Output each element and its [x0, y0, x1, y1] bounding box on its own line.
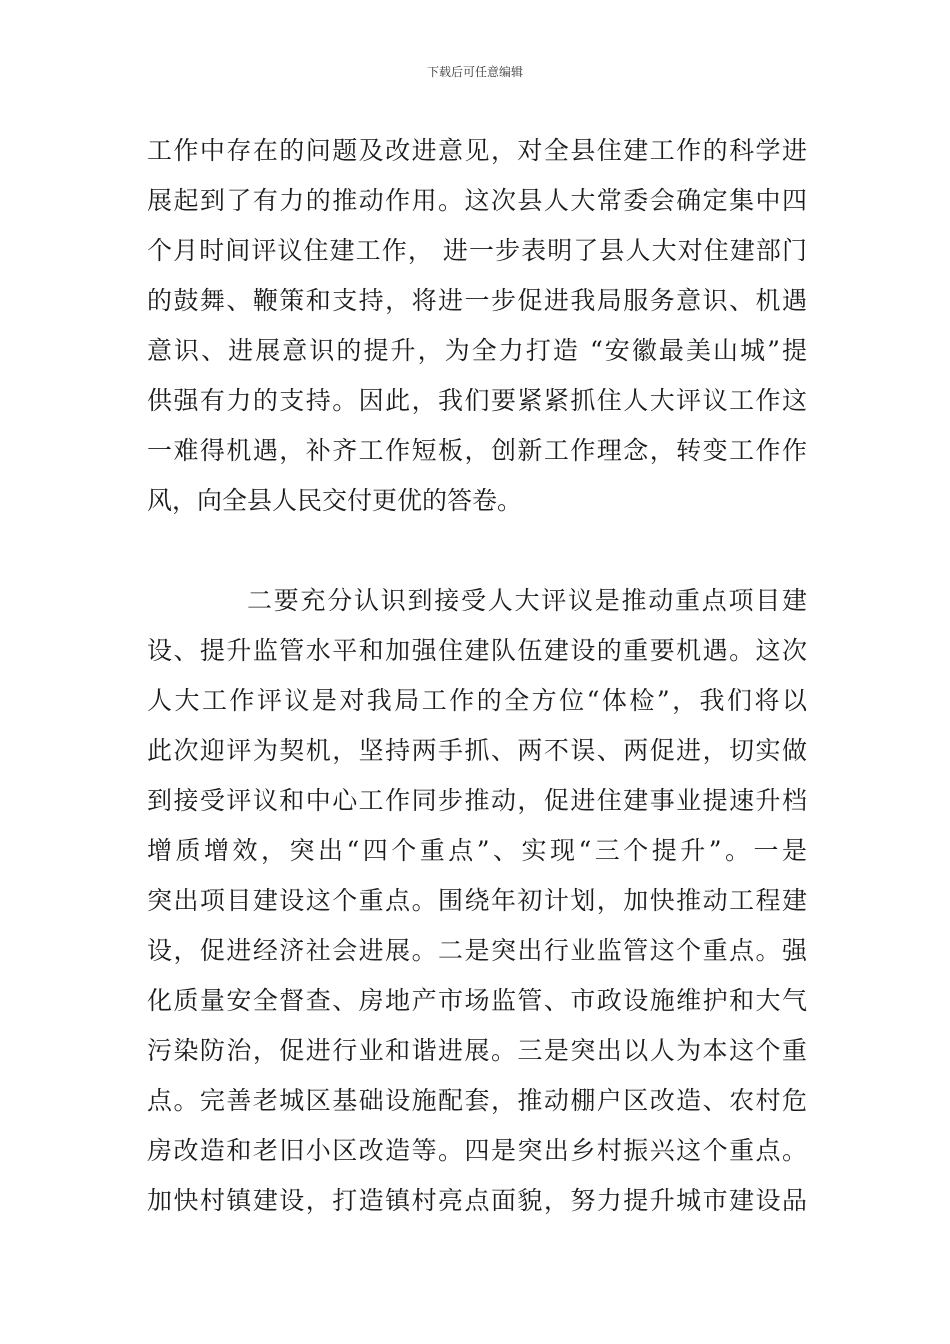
text-line: 房改造和老旧小区改造等。四是突出乡村振兴这个重点。: [147, 1136, 807, 1165]
text-line: 二要充分认识到接受人大评议是推动重点项目建: [247, 586, 807, 615]
text-line: 突出项目建设这个重点。围绕年初计划，加快推动工程建: [147, 886, 807, 915]
text-line: 污染防治，促进行业和谐进展。三是突出以人为本这个重: [147, 1036, 807, 1065]
text-line: 的鼓舞、鞭策和支持，将进一步促进我局服务意识、机遇: [147, 286, 807, 315]
text-line: 加快村镇建设，打造镇村亮点面貌，努力提升城市建设品: [147, 1186, 807, 1215]
text-line: 增质增效，突出“四个重点”、实现“三个提升”。一是: [147, 836, 807, 865]
page-header: 下载后可任意编辑: [426, 65, 523, 79]
text-line: 风，向全县人民交付更优的答卷。: [147, 486, 523, 515]
text-line: 点。完善老城区基础设施配套，推动棚户区改造、农村危: [147, 1086, 807, 1115]
text-line: 人大工作评议是对我局工作的全方位“体检”，我们将以: [147, 686, 807, 715]
text-line: 一难得机遇，补齐工作短板，创新工作理念，转变工作作: [147, 436, 807, 465]
text-line: 设，促进经济社会进展。二是突出行业监管这个重点。强: [147, 936, 807, 965]
text-line: 此次迎评为契机，坚持两手抓、两不误、两促进，切实做: [147, 736, 807, 765]
text-line: 意识、进展意识的提升，为全力打造 “安徽最美山城”提: [147, 336, 807, 365]
text-line: 化质量安全督查、房地产市场监管、市政设施维护和大气: [147, 986, 807, 1015]
text-line: 设、提升监管水平和加强住建队伍建设的重要机遇。这次: [147, 636, 807, 665]
text-line: 工作中存在的问题及改进意见，对全县住建工作的科学进: [147, 136, 807, 165]
text-line: 个月时间评议住建工作， 进一步表明了县人大对住建部门: [147, 236, 807, 265]
text-line: 展起到了有力的推动作用。这次县人大常委会确定集中四: [147, 186, 807, 215]
text-line: 到接受评议和中心工作同步推动，促进住建事业提速升档: [147, 786, 807, 815]
text-line: 供强有力的支持。因此，我们要紧紧抓住人大评议工作这: [147, 386, 807, 415]
